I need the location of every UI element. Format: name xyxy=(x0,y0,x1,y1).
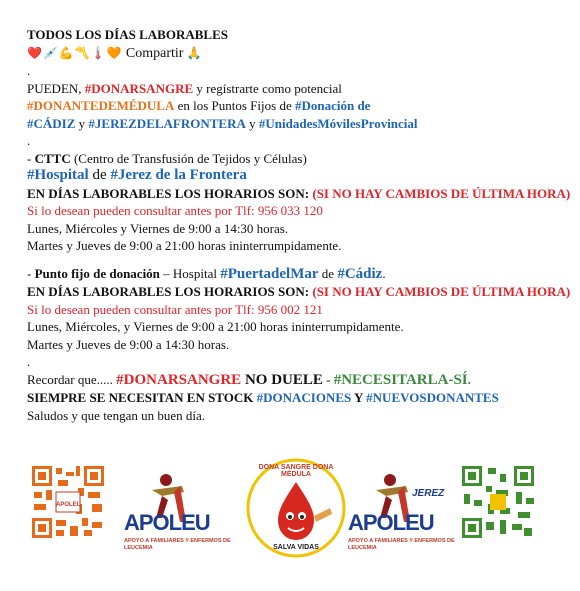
qr-code-jerez[interactable] xyxy=(460,464,536,544)
separator-dot: . xyxy=(27,63,31,78)
share-link[interactable]: Compartir xyxy=(125,45,184,61)
punto-hours-1: Lunes, Miércoles, y Viernes de 9:00 a 21:00 horas ininterrumpidamente. xyxy=(27,319,404,334)
apoleu-wordmark: APOLEU xyxy=(124,510,210,535)
apoleu-jerez-logo xyxy=(346,472,456,562)
intro-line-2 xyxy=(27,97,575,115)
text: de xyxy=(88,167,111,183)
hashtag-donantedemedula[interactable]: #DONANTEDEMÉDULA xyxy=(27,98,175,113)
post-body xyxy=(27,26,575,424)
intro-text: y xyxy=(245,115,259,131)
goodbye: Saludos y que tengan un buen día. xyxy=(27,407,205,423)
no-duele: NO DUELE xyxy=(241,371,323,388)
apoleu-jerez-label: JEREZ xyxy=(412,488,445,499)
cttc-phone: Si lo desean pueden consultar antes por Tlf: 956 033 120 xyxy=(27,203,323,218)
share-line xyxy=(27,44,575,63)
schedule-head: EN DÍAS LABORABLES LOS HORARIOS SON: xyxy=(27,284,313,299)
hashtag-puertadelmar[interactable]: #PuertadelMar xyxy=(220,265,319,282)
hashtag-unidades[interactable]: #UnidadesMóvilesProvincial xyxy=(258,115,418,131)
hashtag-cadiz-2[interactable]: #Cádiz xyxy=(337,265,383,282)
logo-strip xyxy=(26,456,556,576)
intro-line-1 xyxy=(27,80,575,98)
intro-line-3 xyxy=(27,115,575,133)
text: . xyxy=(467,371,471,387)
text: – Hospital xyxy=(159,265,221,281)
qr-label: APOLEU xyxy=(56,502,82,508)
intro-text: PUEDEN, xyxy=(27,80,85,96)
cttc-title xyxy=(27,150,575,168)
dona-bottom-text: SALVA VIDAS xyxy=(273,544,319,551)
cttc-hospital xyxy=(27,167,575,185)
schedule-head: EN DÍAS LABORABLES LOS HORARIOS SON: xyxy=(27,185,313,201)
intro-text: y xyxy=(75,115,89,131)
dona-sangre-logo xyxy=(244,456,348,560)
text: . xyxy=(382,265,386,281)
cttc-hours-2: Martes y Jueves de 9:00 a 21:00 horas ininterrumpidamente. xyxy=(27,238,342,253)
apoleu-tagline: APOYO A FAMILIARES Y ENFERMOS DE LEUCEMIA xyxy=(348,538,455,551)
dona-top-text: DONA SANGRE DONA MÉDULA xyxy=(258,464,334,478)
cttc-schedule-head xyxy=(27,185,575,203)
punto-phone: Si lo desean pueden consultar antes por Tlf: 956 002 121 xyxy=(27,301,323,317)
hashtag-donaciones[interactable]: #DONACIONES xyxy=(256,390,352,405)
intro-text: en los Puntos Fijos de xyxy=(174,98,295,113)
text: Y xyxy=(351,390,367,405)
intro-text: y regístrarte como potencial xyxy=(193,80,342,96)
qr-code-icon xyxy=(460,464,536,540)
apoleu-logo xyxy=(122,472,232,562)
hashtag-donarsangre[interactable]: #DONARSANGRE xyxy=(84,80,194,96)
hashtag-hospital[interactable]: #Hospital xyxy=(27,167,89,183)
cttc-hours-1: Lunes, Miércoles y Viernes de 9:00 a 14:30 horas. xyxy=(27,220,289,236)
schedule-warning: (SI NO HAY CAMBIOS DE ÚLTIMA HORA) xyxy=(312,185,571,201)
closing-line-1 xyxy=(27,371,575,390)
hashtag-jerez[interactable]: #JEREZDELAFRONTERA xyxy=(88,115,246,131)
punto-name: Punto fijo de donación xyxy=(34,265,160,281)
separator-dot: . xyxy=(27,354,31,369)
heading: TODOS LOS DÍAS LABORABLES xyxy=(27,27,228,42)
text: SIEMPRE SE NECESITAN EN STOCK xyxy=(27,390,257,405)
separator-dot: . xyxy=(27,133,31,148)
pray-icon: 🙏 xyxy=(186,45,203,60)
hashtag-donacion[interactable]: #Donación de xyxy=(294,98,371,113)
dash: - xyxy=(27,150,35,166)
apoleu-tagline: APOYO A FAMILIARES Y ENFERMOS DE LEUCEMIA xyxy=(124,538,231,551)
text: Recordar que..... xyxy=(27,371,117,387)
heart-icons: ❤️💉💪〽️🌡️🧡 xyxy=(27,45,123,60)
text: - xyxy=(322,371,334,387)
hashtag-donarsangre-2[interactable]: #DONARSANGRE xyxy=(116,371,242,388)
qr-code-apoleu[interactable] xyxy=(30,464,106,544)
punto-title xyxy=(27,265,575,284)
cttc-desc: (Centro de Transfusión de Tejidos y Células) xyxy=(70,150,307,166)
schedule-warning: (SI NO HAY CAMBIOS DE ÚLTIMA HORA) xyxy=(312,284,571,299)
punto-schedule-head xyxy=(27,283,575,301)
punto-hours-2: Martes y Jueves de 9:00 a 14:30 horas. xyxy=(27,336,230,352)
dash: - xyxy=(27,265,35,281)
hashtag-necesitarla[interactable]: #NECESITARLA-SÍ xyxy=(333,371,468,388)
hashtag-cadiz[interactable]: #CÁDIZ xyxy=(27,115,76,131)
hashtag-jerez-frontera[interactable]: #Jerez de la Frontera xyxy=(110,167,247,183)
text: de xyxy=(318,265,338,281)
hashtag-nuevosdonantes[interactable]: #NUEVOSDONANTES xyxy=(366,390,499,405)
cttc-name: CTTC xyxy=(34,150,71,166)
apoleu-wordmark: APOLEU xyxy=(348,510,434,535)
closing-line-2 xyxy=(27,389,575,407)
